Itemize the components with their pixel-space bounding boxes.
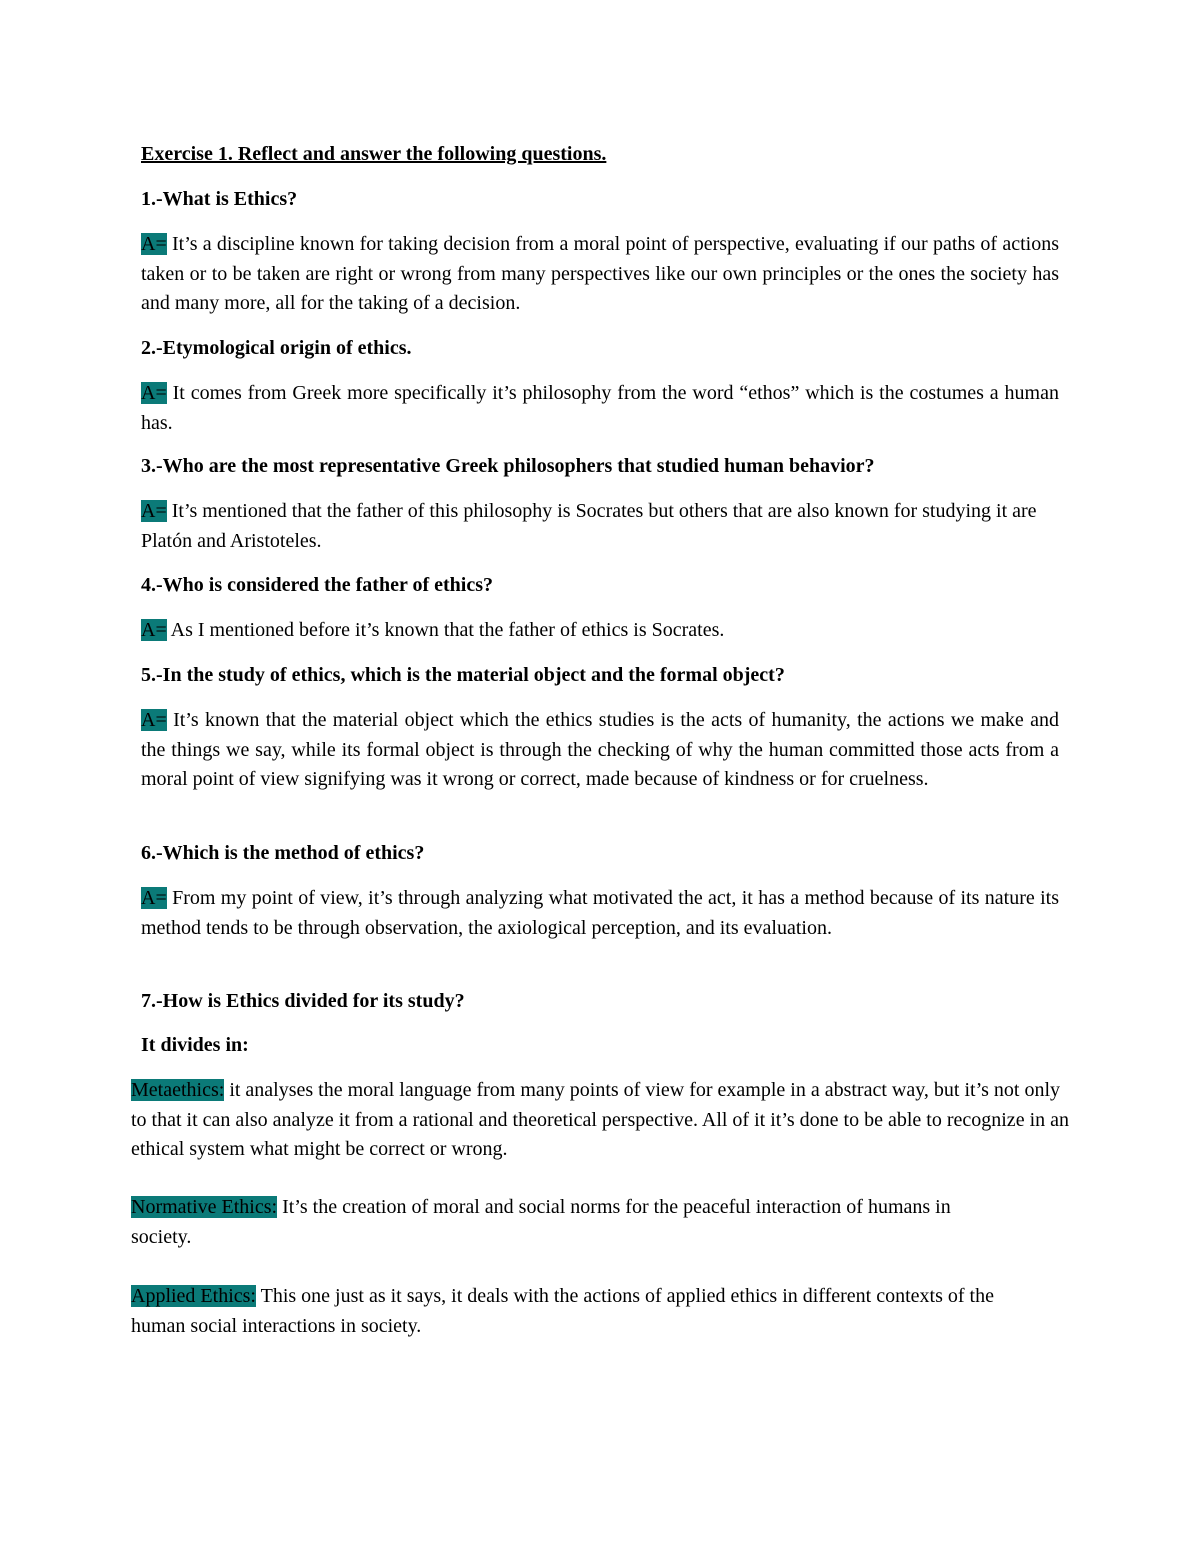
answer-6 — [141, 884, 1059, 943]
answer-5-text: It’s known that the material object which the ethics studies is the acts of humanity, the actions we make and the things we say, while its formal object is through the checking of why the human committed those acts from a moral point of view signifying was it wrong or correct, made because of kindness or for cruelness. — [141, 709, 1059, 790]
answer-marker: A= — [141, 887, 167, 909]
division-text: It’s the creation of moral and social norms for the peaceful interaction of humans in society. — [131, 1196, 951, 1248]
answer-5 — [141, 706, 1059, 795]
answer-2 — [141, 379, 1059, 438]
question-7: 7.-How is Ethics divided for its study? — [141, 990, 465, 1012]
question-4: 4.-Who is considered the father of ethics? — [141, 574, 494, 596]
divides-label: It divides in: — [141, 1034, 249, 1056]
division-term: Applied Ethics: — [131, 1285, 256, 1307]
division-applied-ethics — [131, 1282, 1021, 1341]
answer-marker: A= — [141, 619, 167, 641]
answer-marker: A= — [141, 500, 167, 522]
answer-4-text: As I mentioned before it’s known that the father of ethics is Socrates. — [166, 619, 725, 641]
division-metaethics — [131, 1076, 1071, 1165]
question-5: 5.-In the study of ethics, which is the material object and the formal object? — [141, 664, 785, 686]
answer-3-text: It’s mentioned that the father of this philosophy is Socrates but others that are also known for studying it are Platón and Aristoteles. — [141, 500, 1037, 552]
question-1: 1.-What is Ethics? — [141, 188, 298, 210]
answer-3 — [141, 497, 1061, 556]
question-6: 6.-Which is the method of ethics? — [141, 842, 425, 864]
answer-2-text: It comes from Greek more specifically it’s philosophy from the word “ethos” which is the costumes a human has. — [141, 382, 1059, 434]
division-term: Metaethics: — [131, 1079, 225, 1101]
division-text: it analyses the moral language from many points of view for example in a abstract way, but it’s not only to that it can also analyze it from a rational and theoretical perspective. All of it it’s done to be able to recognize in an ethical system what might be correct or wrong. — [131, 1079, 1069, 1160]
exercise-title: Exercise 1. Reflect and answer the following questions. — [141, 143, 607, 165]
question-2: 2.-Etymological origin of ethics. — [141, 337, 412, 359]
answer-4 — [141, 616, 1059, 646]
question-3: 3.-Who are the most representative Greek philosophers that studied human behavior? — [141, 455, 875, 477]
division-normative-ethics — [131, 1193, 1011, 1252]
division-term: Normative Ethics: — [131, 1196, 278, 1218]
answer-1 — [141, 230, 1059, 319]
division-text: This one just as it says, it deals with the actions of applied ethics in different contexts of the human social interactions in society. — [131, 1285, 994, 1337]
answer-marker: A= — [141, 382, 167, 404]
answer-marker: A= — [141, 233, 167, 255]
answer-1-text: It’s a discipline known for taking decision from a moral point of perspective, evaluating if our paths of actions taken or to be taken are right or wrong from many perspectives like our own principles or the ones the society has and many more, all for the taking of a decision. — [141, 233, 1059, 314]
answer-marker: A= — [141, 709, 167, 731]
answer-6-text: From my point of view, it’s through analyzing what motivated the act, it has a method because of its nature its method tends to be through observation, the axiological perception, and its evaluation. — [141, 887, 1059, 939]
